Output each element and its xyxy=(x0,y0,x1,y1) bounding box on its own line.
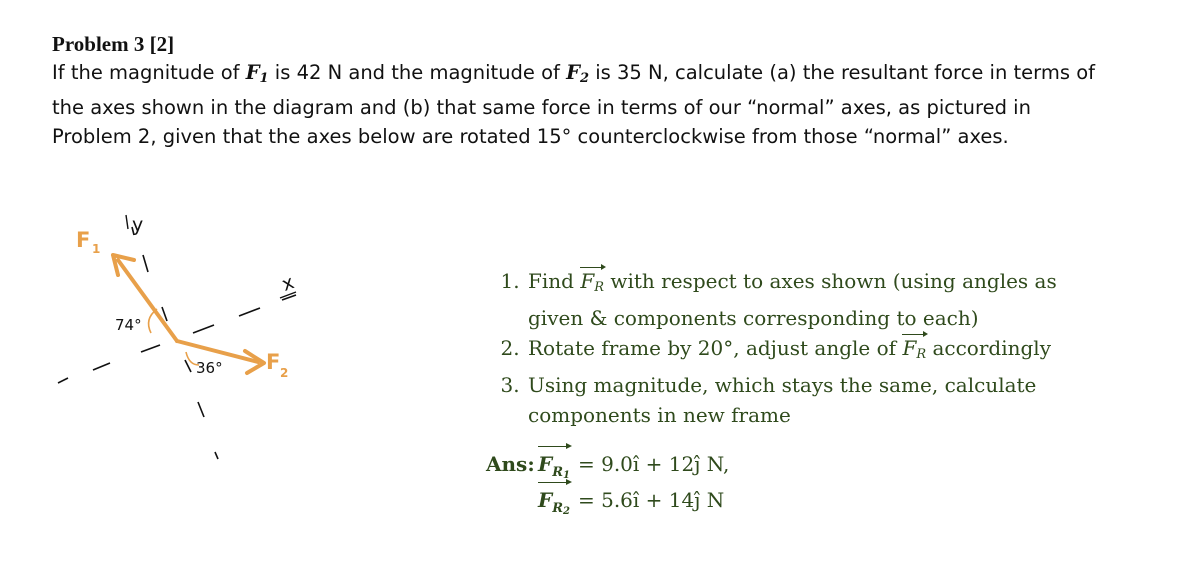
x-axis-dash xyxy=(93,363,110,370)
step-3-text: Using magnitude, which stays the same, calculate components in new frame xyxy=(528,373,1037,427)
fr1-vector-sub: R xyxy=(552,465,564,480)
statement-text-2: is 42 N and the magnitude of xyxy=(268,61,567,84)
angle-label-f2: 36° xyxy=(196,359,223,377)
f2-symbol-subscript: 2 xyxy=(579,71,590,86)
x-axis-dash xyxy=(58,378,68,383)
y-axis-dash xyxy=(215,452,218,459)
statement-text-3: is 35 N, calculate (a) the resultant force in terms of the axes shown in the diagram and (b) that same force in terms of our “normal” axes, as pictured in Problem 2, given that the axes below are rotated 15° counterclockwise from those “normal” axes. xyxy=(52,61,1096,148)
y-axis-dash xyxy=(143,255,148,272)
answer-expression-2: = 5.6î + 14ĵ N xyxy=(577,488,725,512)
fr1-vector-letter: F xyxy=(538,452,553,476)
solution-steps xyxy=(488,266,1108,430)
y-axis-label xyxy=(126,214,143,236)
f2-symbol-letter: F xyxy=(566,61,580,84)
answer-row-2 xyxy=(486,482,729,518)
answer-row-1 xyxy=(486,446,729,482)
x-axis-label xyxy=(279,271,297,298)
answer-label: Ans: xyxy=(486,452,535,476)
f1-label-sub: 1 xyxy=(92,242,101,256)
step-2-prefix: Rotate frame by 20°, adjust angle of xyxy=(528,336,903,360)
step-1-suffix: with respect to axes shown (using angles as given & components corresponding to each) xyxy=(528,269,1057,330)
fr2-vector-sub2: 2 xyxy=(563,506,570,517)
fr-vector-sub: R xyxy=(594,280,605,295)
statement-text-1: If the magnitude of xyxy=(52,61,246,84)
x-axis-dash xyxy=(193,325,214,333)
steps-list xyxy=(488,266,1108,430)
step-item xyxy=(526,266,1108,333)
answer-block xyxy=(486,446,729,518)
f2-vector xyxy=(177,341,288,380)
fr-vector-letter: F xyxy=(902,336,917,360)
fr1-vector-sub2: 1 xyxy=(563,470,570,481)
f1-symbol-subscript: 1 xyxy=(259,71,269,86)
fr-vector-symbol xyxy=(580,266,604,303)
f2-label-sub: 2 xyxy=(280,366,289,380)
x-axis-text: x xyxy=(278,271,298,296)
step-1-prefix: Find xyxy=(528,269,581,293)
step-item xyxy=(526,370,1108,430)
x-axis-dash xyxy=(141,345,160,352)
y-axis-tick xyxy=(126,215,128,229)
y-axis-dash xyxy=(198,402,204,417)
problem-header xyxy=(52,32,1152,151)
x-axis-dash xyxy=(239,308,260,316)
problem-statement xyxy=(52,58,1102,151)
y-axis-text: y xyxy=(132,214,144,236)
f1-symbol xyxy=(246,61,269,84)
f1-symbol-letter: F xyxy=(245,61,260,84)
step-item xyxy=(526,333,1108,370)
step-2-suffix: accordingly xyxy=(926,336,1051,360)
force-diagram xyxy=(40,205,340,485)
f2-symbol xyxy=(566,61,589,84)
angle-label-f1: 74° xyxy=(115,316,142,334)
answer-expression-1: = 9.0î + 12ĵ N, xyxy=(577,452,730,476)
f1-label-letter: F xyxy=(76,228,91,252)
fr-vector-sub: R xyxy=(916,347,927,362)
fr-vector-symbol xyxy=(902,333,926,370)
fr2-vector-sub: R xyxy=(552,501,564,516)
angle-arcs xyxy=(115,309,223,377)
fr2-vector-letter: F xyxy=(538,488,553,512)
fr2-vector-symbol xyxy=(538,482,570,530)
problem-title: Problem 3 [2] xyxy=(52,32,175,56)
fr-vector-letter: F xyxy=(580,269,595,293)
f2-label-letter: F xyxy=(266,350,281,374)
